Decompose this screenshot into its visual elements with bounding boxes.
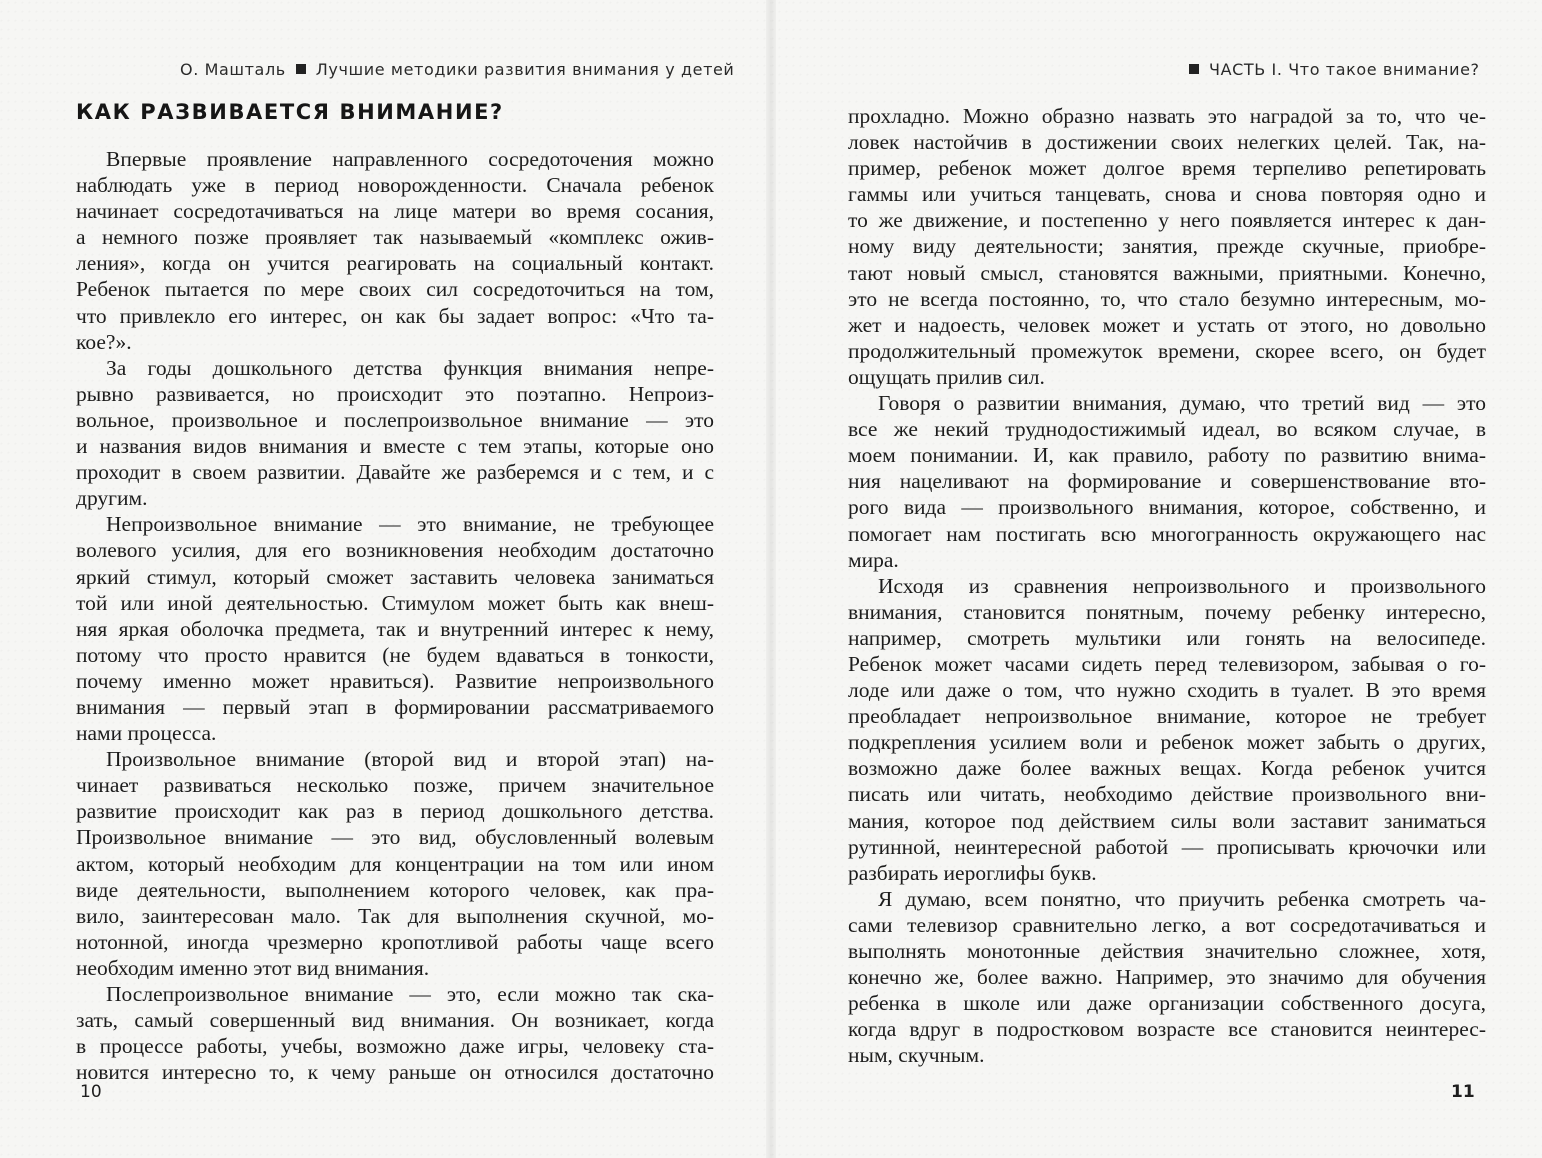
book-title: Лучшие методики развития внимания у детей <box>315 60 735 79</box>
body-text-right <box>848 103 1486 1068</box>
text-line: няя яркая оболочка предмета, так и внутренний интерес к нему, <box>76 616 714 641</box>
text-line: то же движение, и постепенно у него появляется интерес к дан- <box>848 208 1486 233</box>
text-line: когда вдруг в подростковом возрасте все становится неинтерес- <box>848 1017 1486 1042</box>
text-line: а немного позже проявляет так называемый «комплекс ожив- <box>76 225 714 250</box>
text-line: проходит в своем развитии. Давайте же разберемся и с тем, и с <box>76 460 714 485</box>
text-line: ному виду деятельности; занятия, прежде скучные, приобре- <box>848 234 1486 259</box>
text-line: гаммы или учиться танцевать, снова и снова повторяя одно и <box>848 182 1486 207</box>
text-line: Произвольное внимание (второй вид и второй этап) на- <box>106 747 714 772</box>
text-line: Непроизвольное внимание — это внимание, не требующее <box>106 512 714 537</box>
text-line: возможно даже более важных вещах. Когда ребенок учится <box>848 756 1486 781</box>
text-line: что привлекло его интерес, он как бы задает вопрос: «Что та- <box>76 303 714 328</box>
text-line: писать или читать, необходимо действие произвольного вни- <box>848 782 1486 807</box>
text-line: той или иной деятельностью. Стимулом может быть как внеш- <box>76 590 714 615</box>
text-line: Говоря о развитии внимания, думаю, что третий вид — это <box>878 391 1486 416</box>
text-line: выполнять монотонные действия значительно сложнее, хотя, <box>848 939 1486 963</box>
text-line: и названия видов внимания и вместе с тем этапы, которые оно <box>76 434 714 459</box>
text-line: ния нацеливают на формирование и совершенствование вто- <box>848 469 1486 494</box>
section-title: ЧАСТЬ I. Что такое внимание? <box>1209 60 1480 79</box>
text-line: ловек настойчив в достижении своих нелегких целей. Так, на- <box>848 130 1486 155</box>
text-line: кое?». <box>76 329 132 354</box>
text-line: прохладно. Можно образно назвать это наградой за то, что че- <box>848 104 1486 128</box>
text-line: развитие происходит как раз в период дошкольного детства. <box>76 799 714 824</box>
text-line: необходим именно этот вид внимания. <box>76 955 430 980</box>
text-line: конечно же, более важно. Например, это значимо для обучения <box>848 965 1486 990</box>
body-text-left <box>76 146 714 1085</box>
running-head-right <box>1189 60 1480 79</box>
text-line: рутинной, неинтересной работой — прописывать крючочки или <box>848 834 1486 859</box>
text-line: Я думаю, всем понятно, что приучить ребенка смотреть ча- <box>878 886 1486 911</box>
text-line: За годы дошкольного детства функция внимания непре- <box>106 355 714 380</box>
text-line: например, смотреть мультики или гонять на велосипеде. <box>848 625 1486 650</box>
running-head-left <box>180 60 734 79</box>
text-line: зать, самый совершенный вид внимания. Он возникает, когда <box>76 1008 714 1033</box>
text-line: вило, заинтересован мало. Так для выполнения скучной, мо- <box>76 903 714 928</box>
text-line: Ребенок может часами сидеть перед телевизором, забывая о го- <box>848 651 1486 676</box>
text-line: пример, ребенок может долгое время терпеливо репетировать <box>848 156 1486 181</box>
text-line: Произвольное внимание — это вид, обусловленный волевым <box>76 825 714 850</box>
text-line: Исходя из сравнения непроизвольного и произвольного <box>878 573 1486 598</box>
text-line: тают новый смысл, становятся важными, приятными. Конечно, <box>848 260 1486 285</box>
text-line: виде деятельности, выполнением которого человек, как пра- <box>76 877 714 902</box>
text-line: жет и надоесть, человек может и устать от этого, но довольно <box>848 312 1486 337</box>
text-line: мира. <box>848 547 899 572</box>
page-number-right: 11 <box>1451 1082 1475 1102</box>
text-line: Ребенок пытается по мере своих сил сосредоточиться на том, <box>76 277 714 302</box>
text-line: ощущать прилив сил. <box>848 364 1045 389</box>
text-line: помогает нам постигать всю многогранность окружающего нас <box>848 521 1486 546</box>
text-line: рого вида — произвольного внимания, которое, собственно, и <box>848 495 1486 520</box>
text-line: все же некий труднодостижимый идеал, во всяком случае, в <box>848 417 1486 442</box>
text-line: Послепроизвольное внимание — это, если можно так ска- <box>106 982 714 1006</box>
text-line: моем понимании. И, как правило, работу по развитию внима- <box>848 443 1486 468</box>
text-line: преобладает непроизвольное внимание, которое не требует <box>848 704 1486 729</box>
text-line: ребенка в школе или даже организации собственного досуга, <box>848 991 1486 1016</box>
text-line: внимания — первый этап в формировании рассматриваемого <box>76 694 714 719</box>
page-number-left: 10 <box>80 1082 102 1102</box>
text-line: чинает развиваться несколько позже, причем значительное <box>76 773 714 798</box>
text-line: актом, который необходим для концентрации на том или ином <box>76 851 714 876</box>
book-gutter <box>766 0 776 1158</box>
author-name: О. Машталь <box>180 60 286 79</box>
text-line: нами процесса. <box>76 721 217 746</box>
text-line: разбирать иероглифы букв. <box>848 860 1097 885</box>
text-line: сами телевизор сравнительно легко, а вот сосредотачиваться и <box>848 912 1486 937</box>
text-line: ления», когда он учится реагировать на социальный контакт. <box>76 251 714 276</box>
text-line: это не всегда постоянно, то, что стало безумно интересным, мо- <box>848 286 1486 311</box>
text-line: начинает сосредотачиваться на лице матери во время сосания, <box>76 199 714 224</box>
text-line: внимания, становится понятным, почему ребенку интересно, <box>848 599 1486 624</box>
right-page <box>771 0 1542 1158</box>
text-line: яркий стимул, который сможет заставить человека заниматься <box>76 564 714 589</box>
text-line: ным, скучным. <box>848 1043 985 1068</box>
text-line: волевого усилия, для его возникновения необходим достаточно <box>76 538 714 563</box>
text-line: почему именно может нравиться). Развитие непроизвольного <box>76 668 714 693</box>
text-line: нотонной, иногда чрезмерно кропотливой работы чаще всего <box>76 929 714 954</box>
text-line: рывно развивается, но происходит это поэтапно. Непроиз- <box>76 381 714 406</box>
text-line: продолжительный промежуток времени, скорее всего, он будет <box>848 338 1486 363</box>
text-line: другим. <box>76 486 148 511</box>
chapter-title: КАК РАЗВИВАЕТСЯ ВНИМАНИЕ? <box>76 100 504 124</box>
text-line: новится интересно то, к чему раньше он относился достаточно <box>76 1060 714 1085</box>
text-line: вольное, произвольное и послепроизвольное внимание — это <box>76 407 714 432</box>
text-line: наблюдать уже в период новорожденности. Сначала ребенок <box>76 173 714 198</box>
square-bullet-icon <box>296 64 306 74</box>
text-line: потому что просто нравится (не будем вдаваться в тонкости, <box>76 642 714 667</box>
text-line: лоде или даже о том, что нужно сходить в туалет. В это время <box>848 678 1486 703</box>
text-line: мания, которое под действием силы воли заставит заниматься <box>848 808 1486 833</box>
square-bullet-icon <box>1189 64 1199 74</box>
text-line: подкрепления усилием воли и ребенок может забыть о других, <box>848 730 1486 755</box>
text-line: в процессе работы, учебы, возможно даже игры, человеку ста- <box>76 1034 714 1059</box>
text-line: Впервые проявление направленного сосредоточения можно <box>106 147 714 171</box>
